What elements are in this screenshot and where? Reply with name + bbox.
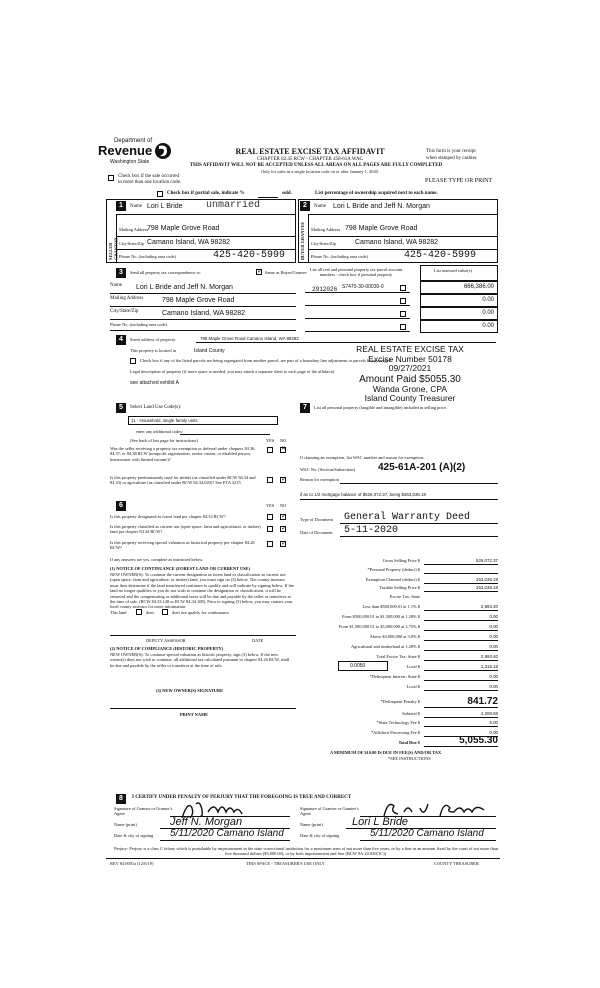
section-4-number: 4 bbox=[116, 335, 126, 345]
sales-note: Only for sales in a single location code on or after January 1, 2020. bbox=[261, 169, 379, 174]
local-rate[interactable]: 0.0050 bbox=[350, 663, 366, 669]
see-instructions-note: *SEE INSTRUCTIONS bbox=[388, 756, 431, 761]
grantor-date-label: Date & city of signing bbox=[114, 833, 154, 838]
located-label: This property is located in bbox=[130, 348, 177, 353]
county-treasurer-label: COUNTY TREASURER bbox=[434, 861, 479, 866]
does-not-qualify-checkbox[interactable] bbox=[162, 609, 168, 615]
multi-location-checkbox[interactable] bbox=[108, 175, 114, 181]
partial-sale-label: Check box if partial sale, indicate % bbox=[167, 191, 245, 196]
local-label: Local $ bbox=[406, 664, 420, 669]
seller-phone-label: Phone No. (including area code) bbox=[119, 254, 176, 259]
multi-location-label-2: in more than one location code. bbox=[118, 180, 182, 185]
forest-question: Is this property designated as forest land per chapter 84.33 RCW? bbox=[110, 514, 226, 519]
seller-city-label: City/State/Zip bbox=[119, 241, 144, 246]
same-as-buyer-label: Same as Buyer/Grantee bbox=[265, 270, 307, 275]
seller-addr-label: Mailing Address bbox=[119, 227, 149, 232]
local2-label: Local $ bbox=[406, 684, 420, 689]
penalty-label: *Delinquent Penalty $ bbox=[380, 699, 420, 704]
exemption-claimed-value[interactable]: 263,036.19 bbox=[476, 577, 498, 582]
current-use-no-checkbox[interactable] bbox=[280, 526, 286, 532]
stamp-line-4: Amount Paid $5055.30 bbox=[359, 373, 461, 385]
assessed-value-1[interactable]: 666,386.00 bbox=[463, 284, 494, 290]
notice-continuance-body: NEW OWNER(S): To continue the current designation as forest land or classification as current use (open space, farm and agriculture, or timber) land, you must sign on (3) below. The county assessor must then determine if the land transferred continues to qualify and will indicate by signing below. If the land no longer qualifies or you do not wish to continue the designation or classification, it will be removed and the compensating or additional taxes will be due and payable by the seller or transferor at the time of sale. (RCW 84.33.140 or RCW 84.34.108). Prior to signing (3) below, you may contact your local county assessor for more information. bbox=[110, 572, 294, 610]
section-5-number: 5 bbox=[116, 403, 126, 413]
exemption-reason[interactable]: if as to 1/2 mortgage balance of $526,072.37, being $263,036.19 bbox=[300, 492, 426, 497]
delinquent-interest-value[interactable]: 0.00 bbox=[489, 674, 498, 679]
gross-value[interactable]: 526,072.37 bbox=[476, 558, 498, 563]
historic-yes-checkbox[interactable] bbox=[267, 541, 273, 547]
assessed-header-box bbox=[420, 265, 498, 281]
seller-name-handwritten[interactable]: unmarried bbox=[206, 200, 261, 211]
corr-addr-label: Mailing Address bbox=[110, 296, 144, 301]
grantee-sig-label: Signature of Grantee or Grantee's Agent bbox=[300, 806, 359, 817]
form-revision: REV 84 0001a (12/6/19) bbox=[110, 861, 154, 866]
section-8-number: 8 bbox=[116, 794, 126, 804]
personal-property-checkbox-2[interactable] bbox=[400, 298, 406, 304]
seller-name-label: Name bbox=[130, 204, 142, 209]
grantor-name-label: Name (print) bbox=[114, 822, 137, 827]
processing-fee-label: *Affidavit Processing Fee $ bbox=[370, 730, 420, 735]
personal-property-list-label: List all personal property (tangible and intangible) included in selling price. bbox=[314, 405, 448, 410]
parcel-1[interactable]: S7470-30-00030-0 bbox=[342, 284, 384, 290]
form-chapter: CHAPTER 82.45 RCW - CHAPTER 458-61A WAC bbox=[257, 157, 363, 162]
does-label: does bbox=[146, 610, 155, 615]
claim-exemption-label: If claiming an exemption, list WAC number and reason for exemption: bbox=[300, 455, 425, 460]
land-use-label: Select Land Use Code(s): bbox=[130, 405, 182, 410]
tier1-label: Less than $500,000.01 at 1.1% $ bbox=[362, 604, 420, 609]
q2-yes-checkbox[interactable] bbox=[267, 477, 273, 483]
revenue-swirl-icon bbox=[154, 140, 172, 162]
corr-city-label: City/State/Zip bbox=[110, 309, 139, 314]
stamp-line-1: REAL ESTATE EXCISE TAX bbox=[356, 344, 464, 354]
tier4-label: Above $3,000,000 at 3.0% $ bbox=[369, 634, 420, 639]
corr-city[interactable]: Camano Island, WA 98282 bbox=[162, 310, 246, 317]
notice-compliance-title: (2) NOTICE OF COMPLIANCE (HISTORIC PROPERTY) bbox=[110, 646, 224, 651]
sold-label: sold. bbox=[282, 191, 292, 196]
perjury-notice: Perjury: Perjury is a class C felony which is punishable by imprisonment in the state correctional institution for a maximum term of not more than five years, or by a fine in an amount fixed by the court of not more than five thousand dollars ($5,000.00), or by both imprisonment and fine (RCW 9A.20.020(1C)). bbox=[114, 846, 498, 857]
type-print-note: PLEASE TYPE OR PRINT bbox=[425, 178, 493, 184]
partial-sale-checkbox[interactable] bbox=[157, 191, 163, 197]
form-title: REAL ESTATE EXCISE TAX AFFIDAVIT bbox=[235, 147, 385, 156]
yes-header-5: YES bbox=[266, 438, 275, 443]
subtotal-label: Subtotal $ bbox=[402, 711, 420, 716]
processing-fee-value[interactable]: 0.00 bbox=[489, 730, 498, 735]
see-back-label: (See back of last page for instructions) bbox=[130, 438, 198, 443]
property-street[interactable]: 798 Maple Grove Road Camano Island, WA 98282 bbox=[200, 336, 299, 341]
list-pct-label: List percentage of ownership acquired next to each name. bbox=[315, 191, 438, 196]
warning-text: THIS AFFIDAVIT WILL NOT BE ACCEPTED UNLESS ALL AREAS ON ALL PAGES ARE FULLY COMPLETED bbox=[189, 163, 443, 168]
treasurer-use-only: THIS SPACE - TREASURER'S USE ONLY bbox=[246, 861, 325, 866]
doc-type-label: Type of Document bbox=[300, 517, 333, 522]
stamp-line-6: Island County Treasurer bbox=[364, 393, 456, 403]
property-county[interactable]: Island County bbox=[194, 348, 225, 354]
timber-question: Is this property predominantly used for timber (as classified under RCW 84.34 and 84.33) or agriculture (as classified under RCW 84.34.020)? See ETA 3215 bbox=[110, 475, 256, 486]
buyer-addr-label: Mailing Address bbox=[311, 227, 341, 232]
buyer-city[interactable]: Camano Island, WA 98282 bbox=[355, 239, 439, 246]
notice-continuance-title: (1) NOTICE OF CONTINUANCE (FOREST LAND OR CURRENT USE) bbox=[110, 566, 250, 571]
tier2-value[interactable]: 0.00 bbox=[489, 614, 498, 619]
forest-no-checkbox[interactable] bbox=[280, 514, 286, 520]
historic-no-checkbox[interactable] bbox=[280, 541, 286, 547]
parcel-prefix[interactable]: 2912026 bbox=[312, 286, 338, 293]
personal-label: *Personal Property (deduct) $ bbox=[367, 567, 420, 572]
grantee-print-name[interactable]: Lori L Bride bbox=[352, 816, 409, 828]
land-use-value: 11 - Household, single family units bbox=[131, 418, 198, 423]
buyer-side-label: BUYER GRANTEE bbox=[300, 221, 305, 260]
exemption-claimed-label: Exemption Claimed (deduct) $ bbox=[365, 577, 420, 582]
tier3-value[interactable]: 0.00 bbox=[489, 624, 498, 629]
buyer-name[interactable]: Lori L Bride and Jeff N. Morgan bbox=[333, 203, 430, 210]
assessed-value-4[interactable]: 0.00 bbox=[482, 323, 494, 329]
excise-header: Excise Tax: State bbox=[389, 594, 420, 599]
if-yes-label: If any answers are yes, complete as instructed below. bbox=[110, 557, 204, 562]
tier2-label: From $500,000.01 to $1,500,000 at 1.28% $ bbox=[342, 614, 420, 619]
reason-label: Reason for exemption bbox=[300, 477, 339, 482]
wac-number[interactable]: 425-61A-201 (A)(2) bbox=[378, 462, 466, 473]
tier4-value[interactable]: 0.00 bbox=[489, 634, 498, 639]
seller-name[interactable]: Lori L Bride bbox=[147, 203, 183, 210]
historic-question: Is this property receiving special valuation as historical property per chapter 84.26 RCW? bbox=[110, 540, 255, 551]
minimum-due-note: A MINIMUM OF $10.00 IS DUE IN FEE(S) AND/OR TAX bbox=[330, 750, 442, 755]
q2-no-checkbox[interactable] bbox=[280, 477, 286, 483]
parcel-header: List all real and personal property tax parcel account numbers - check box if personal property bbox=[309, 267, 403, 278]
q1-yes-checkbox[interactable] bbox=[267, 447, 273, 453]
receipt-note-2: when stamped by cashier. bbox=[426, 156, 478, 161]
section-7-number: 7 bbox=[300, 403, 310, 413]
tier3-label: From $1,500,000.01 to $3,000,000 at 2.75% $ bbox=[338, 624, 420, 629]
tech-fee-label: *State Technology Fee $ bbox=[376, 720, 420, 725]
tier1-value[interactable]: 2,893.40 bbox=[480, 604, 498, 609]
send-correspondence-label: Send all property tax correspondence to: bbox=[130, 270, 202, 275]
segregated-checkbox[interactable] bbox=[130, 358, 136, 364]
corr-addr[interactable]: 798 Maple Grove Road bbox=[162, 297, 235, 304]
no-header-6: NO bbox=[280, 503, 287, 508]
wac-label: WAC No. (Section/Subsection) bbox=[300, 467, 355, 472]
assessor-date-label: DATE bbox=[252, 638, 264, 643]
seller-side-label: SELLER GRANTOR bbox=[108, 237, 119, 260]
corr-name[interactable]: Lori L Bride and Jeff N. Morgan bbox=[136, 284, 233, 291]
current-use-question: Is this property classified as current use (open space, farm and agricultural, or timber) land per chapter 84.34 RCW? bbox=[110, 524, 261, 535]
doc-date[interactable]: 5-11-2020 bbox=[344, 525, 399, 536]
seller-city[interactable]: Camano Island, WA 98282 bbox=[147, 239, 231, 246]
agri-value[interactable]: 0.00 bbox=[489, 644, 498, 649]
section-1-number: 1 bbox=[116, 201, 126, 211]
section-6-number: 6 bbox=[116, 501, 126, 511]
subtotal-value[interactable]: 4,208.58 bbox=[480, 711, 498, 716]
delinquent-interest-label: *Delinquent Interest: State $ bbox=[369, 674, 420, 679]
penalty-value[interactable]: 841.72 bbox=[467, 696, 498, 707]
current-use-yes-checkbox[interactable] bbox=[267, 526, 273, 532]
doc-type[interactable]: General Warranty Deed bbox=[344, 512, 471, 523]
grantee-name-label: Name (print) bbox=[300, 822, 323, 827]
partial-pct-line bbox=[258, 197, 278, 198]
yes-header-6: YES bbox=[266, 503, 275, 508]
does-qualify-checkbox[interactable] bbox=[136, 609, 142, 615]
assessed-value-2[interactable]: 0.00 bbox=[482, 297, 494, 303]
does-not-label: does not qualify for continuance. bbox=[172, 610, 230, 615]
forest-yes-checkbox[interactable] bbox=[267, 514, 273, 520]
notice-compliance-body: NEW OWNER(S): To continue special valuation as historic property, sign (3) below. If the new owner(s) does not wish to continue, all additional tax calculated pursuant to chapter 84.26 RCW, shall be due and payable by the seller or transferor at the time of sale. bbox=[110, 652, 290, 668]
multi-location-label: Check box if the sale occurred bbox=[118, 174, 179, 179]
treasurer-stamp bbox=[330, 345, 490, 404]
grantee-date-city[interactable]: 5/11/2020 Camano Island bbox=[370, 828, 484, 839]
buyer-name-label: Name bbox=[314, 204, 326, 209]
this-land-label: This land bbox=[110, 610, 127, 615]
exemption-question: Was the seller receiving a property tax exemption or deferral under chapters 84.36, 84.37, or 84.38 RCW (nonprofit organization, senior citizen, or disabled person, homeowner with limited income)? bbox=[110, 446, 256, 462]
grantor-date-city[interactable]: 5/11/2020 Camano Island bbox=[170, 828, 284, 839]
personal-property-checkbox-4[interactable] bbox=[400, 324, 406, 330]
stamp-line-3: 09/27/2021 bbox=[388, 363, 432, 373]
corr-name-label: Name bbox=[110, 283, 122, 288]
certify-label: I CERTIFY UNDER PENALTY OF PERJURY THAT THE FOREGOING IS TRUE AND CORRECT bbox=[132, 795, 352, 800]
corr-phone-label: Phone No. (including area code) bbox=[110, 322, 167, 327]
q1-no-checkbox[interactable] bbox=[280, 447, 286, 453]
section-2-number: 2 bbox=[300, 201, 310, 211]
stamp-line-2: Excise Number 50178 bbox=[368, 353, 452, 364]
buyer-addr[interactable]: 798 Maple Grove Road bbox=[345, 225, 418, 232]
same-as-buyer-checkbox[interactable] bbox=[256, 269, 262, 275]
local-value[interactable]: 1,315.18 bbox=[480, 664, 498, 669]
total-due-value[interactable]: 5,055.30 bbox=[459, 735, 498, 746]
dept-big: Revenue bbox=[98, 143, 153, 158]
dept-state: Washington State bbox=[110, 159, 150, 165]
deputy-assessor-label: DEPUTY ASSESSOR bbox=[146, 638, 186, 643]
taxable-value[interactable]: 263,036.18 bbox=[476, 585, 498, 590]
taxable-label: Taxable Selling Price $ bbox=[379, 585, 420, 590]
grantor-print-name[interactable]: Jeff N. Morgan bbox=[170, 816, 243, 828]
seller-phone[interactable]: 425-420-5999 bbox=[213, 250, 286, 261]
doc-date-label: Date of Document bbox=[300, 530, 333, 535]
grantee-date-label: Date & city of signing bbox=[300, 833, 340, 838]
buyer-phone-label: Phone No. (including area code) bbox=[311, 254, 368, 259]
local2-value[interactable]: 0.00 bbox=[489, 684, 498, 689]
grantor-sig-label: Signature of Grantor or Grantor's Agent bbox=[114, 806, 173, 817]
total-due-label: Total Due $ bbox=[398, 740, 420, 745]
additional-codes-label: enter any additional codes: bbox=[136, 429, 184, 434]
dept-small: Department of bbox=[113, 138, 152, 144]
print-name-label: PRINT NAME bbox=[180, 712, 209, 717]
buyer-phone[interactable]: 425-420-5999 bbox=[404, 250, 477, 261]
tech-fee-value[interactable]: 5.00 bbox=[489, 720, 498, 725]
legal-exhibit[interactable]: see attached exhibit A bbox=[130, 380, 179, 386]
personal-property-checkbox-1[interactable] bbox=[400, 285, 406, 291]
new-owner-signature-label: (3) NEW OWNER(S) SIGNATURE bbox=[156, 688, 224, 693]
street-label: Street address of property: bbox=[130, 337, 177, 342]
seller-addr[interactable]: 798 Maple Grove Road bbox=[147, 225, 220, 232]
section-3-number: 3 bbox=[116, 268, 126, 278]
gross-label: Gross Selling Price $ bbox=[382, 558, 420, 563]
total-state-value[interactable]: 2,893.40 bbox=[480, 654, 498, 659]
buyer-city-label: City/State/Zip bbox=[311, 241, 336, 246]
agri-label: Agricultural and timberland at 1.28% $ bbox=[350, 644, 420, 649]
assessed-header: List assessed value(s) bbox=[434, 268, 473, 273]
legal-label: Legal description of property (if more space is needed, you may attach a separate sheet to each page of the affidavit) bbox=[130, 369, 335, 374]
receipt-note: This form is your receipt bbox=[426, 149, 476, 154]
stamp-line-5: Wanda Grone, CPA bbox=[372, 383, 448, 394]
total-state-label: Total Excise Tax: State $ bbox=[376, 654, 420, 659]
personal-property-checkbox-3[interactable] bbox=[400, 311, 406, 317]
no-header-5: NO bbox=[280, 438, 287, 443]
segregated-label: Check box if any of the listed parcels are being segregated from another parcel, are part of a boundary line adjustment or parcels being merged. bbox=[140, 358, 392, 363]
assessed-value-3[interactable]: 0.00 bbox=[482, 310, 494, 316]
